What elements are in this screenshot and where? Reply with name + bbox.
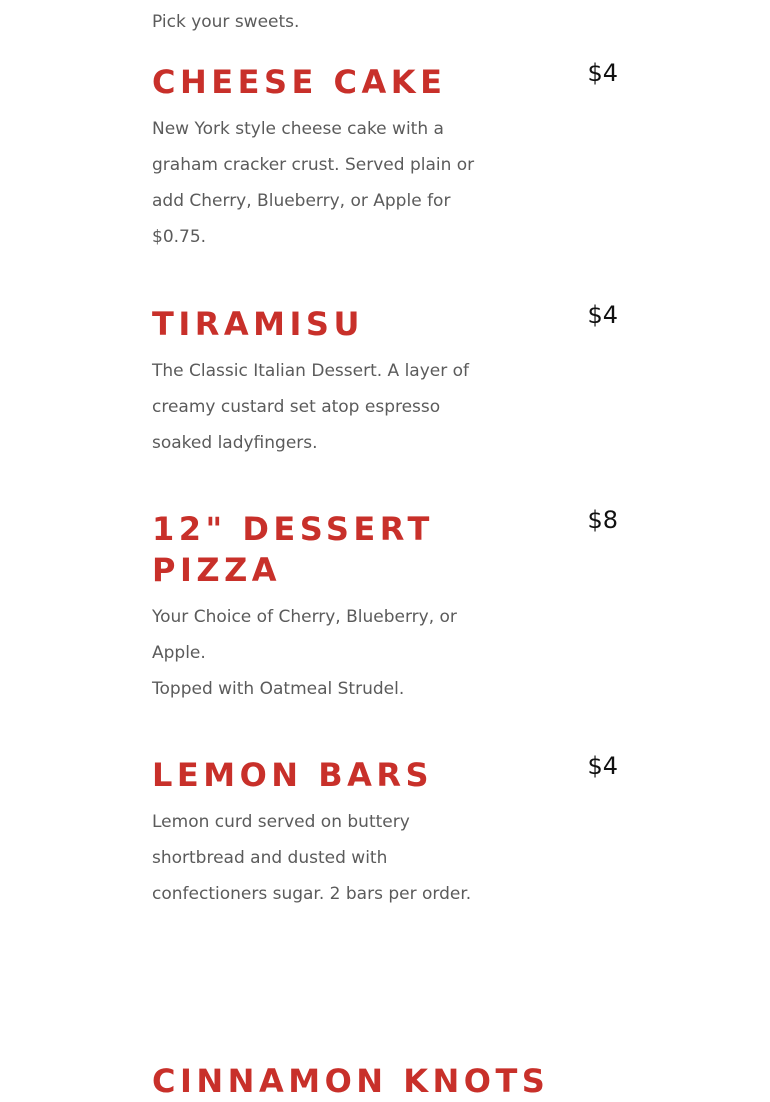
item-price: $4 bbox=[587, 752, 618, 780]
item-name: 12" DESSERT PIZZA bbox=[152, 510, 434, 589]
item-price: $8 bbox=[587, 506, 618, 534]
item-price: $4 bbox=[587, 301, 618, 329]
item-description bbox=[152, 599, 487, 707]
menu-item-tiramisu bbox=[152, 301, 622, 461]
menu-item-cheese-cake bbox=[152, 59, 622, 255]
item-name: CHEESE CAKE bbox=[152, 63, 447, 101]
item-name: TIRAMISU bbox=[152, 305, 364, 343]
item-description bbox=[152, 804, 487, 912]
section-subtitle: Pick your sweets. bbox=[152, 12, 300, 32]
description-line: New York style cheese cake with a graham cracker crust. Served plain or add Cherry, Blueberry, or Apple for $0.75. bbox=[152, 119, 475, 247]
menu-item-lemon-bars bbox=[152, 752, 622, 912]
menu-item-cinnamon-knots bbox=[152, 1061, 622, 1102]
item-description bbox=[152, 353, 487, 461]
item-price: $4 bbox=[587, 59, 618, 87]
description-line: Your Choice of Cherry, Blueberry, or Apple. bbox=[152, 607, 457, 663]
item-name: LEMON BARS bbox=[152, 756, 434, 794]
menu-item-dessert-pizza bbox=[152, 506, 622, 707]
item-description bbox=[152, 111, 487, 255]
description-line: The Classic Italian Dessert. A layer of creamy custard set atop espresso soaked ladyfingers. bbox=[152, 361, 470, 453]
item-name: CINNAMON KNOTS bbox=[152, 1062, 550, 1100]
description-line: Topped with Oatmeal Strudel. bbox=[152, 679, 405, 699]
description-line: Lemon curd served on buttery shortbread and dusted with confectioners sugar. 2 bars per order. bbox=[152, 812, 472, 904]
